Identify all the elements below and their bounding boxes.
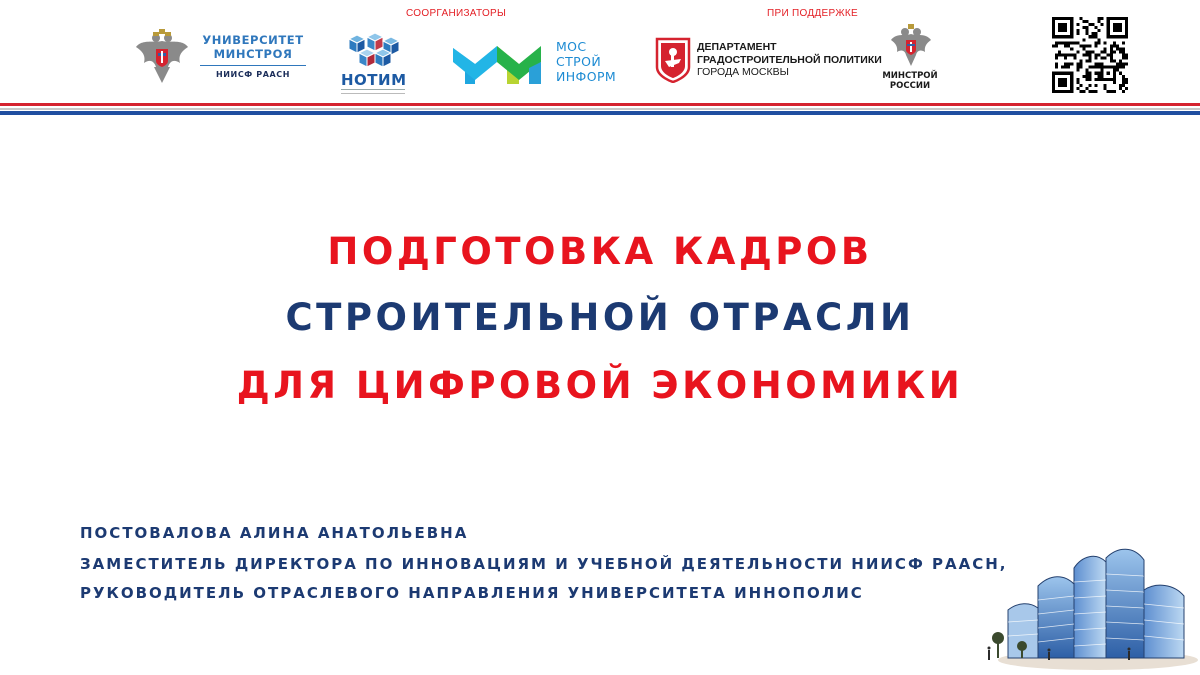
grey-stripe [0,108,1200,110]
title-line3: ДЛЯ ЦИФРОВОЙ ЭКОНОМИКИ [236,364,964,407]
mosstroyinform-line1: МОС [556,39,587,54]
moscow-emblem-icon [655,37,691,87]
department-line3: ГОРОДА МОСКВЫ [697,66,789,78]
author-name: ПОСТОВАЛОВА АЛИНА АНАТОЛЬЕВНА [80,524,469,542]
department-line1: ДЕПАРТАМЕНТ [697,41,777,53]
mosstroyinform-name [556,39,616,84]
mosstroyinform-line3: ИНФОРМ [556,69,617,84]
university-coat-of-arms-icon [134,29,190,87]
author-position-line1: ЗАМЕСТИТЕЛЬ ДИРЕКТОРА ПО ИННОВАЦИЯМ И УЧЕБНОЙ ДЕЯТЕЛЬНОСТИ НИИСФ РААСН, [80,555,1008,573]
mosstroyinform-nm-icon [453,40,545,86]
blue-stripe [0,111,1200,115]
notim-cubes-icon [341,31,405,75]
minstroy-coat-of-arms-icon [890,24,932,72]
university-line2: МИНСТРОЯ [213,47,293,61]
red-stripe [0,103,1200,106]
university-name [200,33,306,79]
minstroy-line1: МИНСТРОЙ [882,71,938,81]
department-line2: ГРАДОСТРОИТЕЛЬНОЙ ПОЛИТИКИ [697,53,882,66]
coorganizers-label: СООРГАНИЗАТОРЫ [406,8,507,19]
mosstroyinform-line2: СТРОЙ [556,54,602,69]
minstroy-line2: РОССИИ [889,81,931,91]
minstroy-name [873,71,947,91]
notim-name: НОТИМ [341,71,407,89]
notim-underline [341,89,405,94]
title-line1: ПОДГОТОВКА КАДРОВ [327,230,873,273]
university-divider [200,65,306,66]
partners-header [0,0,1200,104]
author-position-line2: РУКОВОДИТЕЛЬ ОТРАСЛЕВОГО НАПРАВЛЕНИЯ УНИВЕРСИТЕТА ИННОПОЛИС [80,584,864,602]
department-name [697,41,882,79]
qr-code-icon[interactable] [1052,17,1128,97]
university-line3: НИИСФ РААСН [215,70,291,79]
city-buildings-illustration [978,538,1200,675]
university-line1: УНИВЕРСИТЕТ [202,33,304,47]
title-line2: СТРОИТЕЛЬНОЙ ОТРАСЛИ [285,296,915,339]
support-label: ПРИ ПОДДЕРЖКЕ [767,8,858,19]
